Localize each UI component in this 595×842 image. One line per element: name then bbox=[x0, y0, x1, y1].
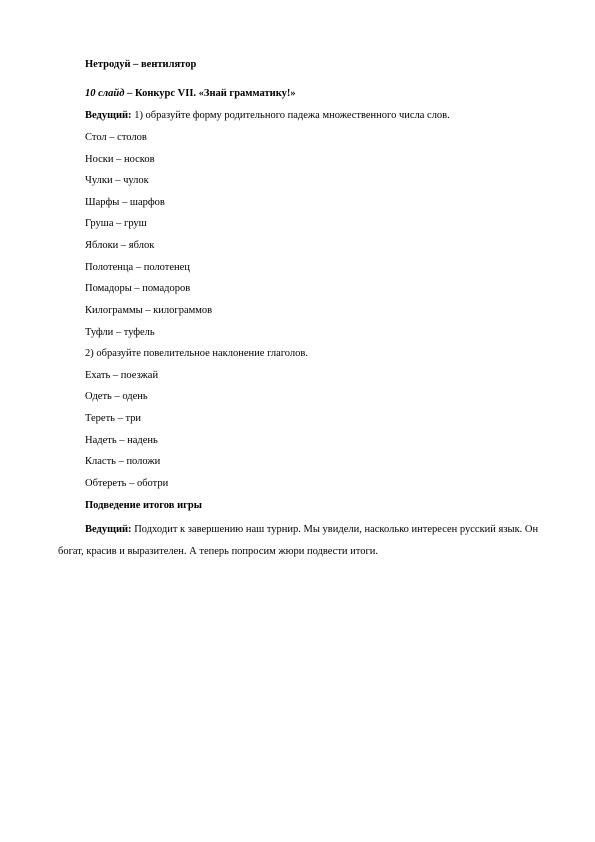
text-line: Одеть – одень bbox=[85, 391, 148, 402]
task-1 bbox=[85, 109, 450, 122]
text-line: Стол – столов bbox=[85, 132, 147, 143]
text-line: Тереть – три bbox=[85, 413, 142, 424]
text-line: Помадоры – помадоров bbox=[85, 283, 191, 294]
text-line: Обтереть – оботри bbox=[85, 478, 169, 489]
text-line: Груша – груш bbox=[85, 218, 147, 229]
text-line: Нетродуй – вентилятор bbox=[85, 59, 197, 70]
text-line: Полотенца – полотенец bbox=[85, 262, 190, 273]
slide-heading bbox=[85, 87, 296, 100]
text-line: Чулки – чулок bbox=[85, 175, 149, 186]
text-line: Надеть – надень bbox=[85, 435, 158, 446]
text-line: Туфли – туфель bbox=[85, 327, 155, 338]
closing-paragraph bbox=[58, 519, 544, 563]
task-2: 2) образуйте повелительное наклонение глаголов. bbox=[85, 348, 308, 359]
text-line: Яблоки – яблок bbox=[85, 240, 155, 251]
text-line: Класть – положи bbox=[85, 456, 161, 467]
task-text: 1) образуйте форму родительного падежа множественного числа слов. bbox=[131, 110, 450, 121]
text-line: Ехать – поезжай bbox=[85, 370, 159, 381]
slide-number: 10 слайд – bbox=[85, 88, 133, 99]
contest-title: Конкурс VII. «Знай грамматику!» bbox=[134, 88, 296, 99]
speaker-label: Ведущий: bbox=[85, 110, 132, 121]
text-line: Носки – носков bbox=[85, 154, 155, 165]
section-heading: Подведение итогов игры bbox=[85, 500, 202, 511]
speaker-label: Ведущий: bbox=[85, 524, 132, 535]
text-line: Килограммы – килограммов bbox=[85, 305, 213, 316]
text-line: Шарфы – шарфов bbox=[85, 197, 165, 208]
closing-text: Подходит к завершению наш турнир. Мы увидели, насколько интересен русский язык. Он богат, красив и выразителен. А теперь попросим жюри подвести итоги. bbox=[58, 524, 539, 557]
